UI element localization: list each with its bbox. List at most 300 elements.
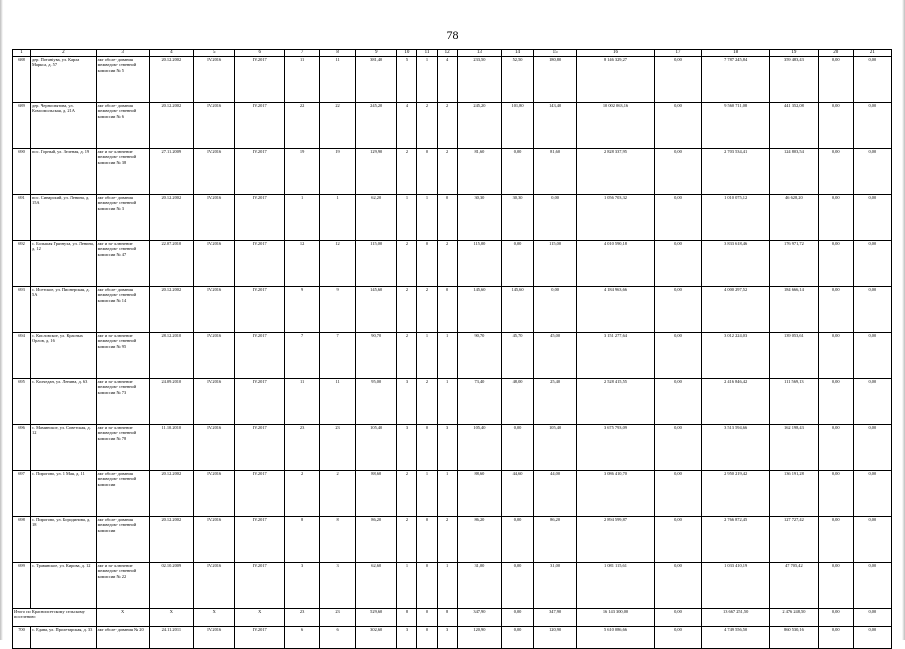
table-cell: 1 033 410,19 <box>702 563 770 609</box>
table-cell: IV.2017 <box>235 517 285 563</box>
table-cell: 20.12.2002 <box>149 103 193 149</box>
table-cell: 860 530,16 <box>770 627 819 649</box>
table-cell: 90,70 <box>457 333 501 379</box>
table-cell: с. Пирогово, ул. Бородинова, д. 18 <box>31 517 97 563</box>
table-row <box>13 333 892 379</box>
column-number-header: 5 <box>194 50 235 57</box>
column-number-header: 4 <box>149 50 193 57</box>
table-cell: 0,00 <box>818 57 853 103</box>
table-cell: 0,00 <box>502 517 534 563</box>
column-number-header: 15 <box>533 50 576 57</box>
table-cell: 45,70 <box>502 333 534 379</box>
table-cell: IV.2016 <box>194 517 235 563</box>
table-cell: 2 <box>397 471 417 517</box>
table-cell: 9 <box>285 287 320 333</box>
table-cell: 0,00 <box>654 425 702 471</box>
table-cell: 6 <box>285 627 320 649</box>
table-cell: 0,00 <box>853 517 891 563</box>
table-cell: 0,00 <box>853 379 891 425</box>
table-cell: 0,00 <box>818 333 853 379</box>
column-number-header: 18 <box>702 50 770 57</box>
table-cell: 3 <box>285 563 320 609</box>
table-cell: 86,20 <box>356 517 397 563</box>
table-cell: акт и за- ключение межведом- ственной комиссии № 73 <box>96 379 149 425</box>
table-cell: 19 <box>285 149 320 195</box>
table-row <box>13 287 892 333</box>
table-cell: 25,40 <box>533 379 576 425</box>
table-cell: 0,00 <box>654 57 702 103</box>
table-cell: 2 <box>437 517 457 563</box>
table-cell: 3 086 410,70 <box>577 471 654 517</box>
table-cell: 62,20 <box>356 195 397 241</box>
table-cell: 0,00 <box>853 425 891 471</box>
table-cell: 62,60 <box>356 563 397 609</box>
column-number-header: 14 <box>502 50 534 57</box>
table-cell: 0,00 <box>853 57 891 103</box>
table-cell: с. Колчедан, ул. Ленина, д. 63 <box>31 379 97 425</box>
table-cell: 0 <box>417 609 437 627</box>
table-cell: 81,60 <box>533 149 576 195</box>
table-cell: 359 483,43 <box>770 57 819 103</box>
table-cell: 23 <box>285 609 320 627</box>
table-cell: 0,00 <box>533 195 576 241</box>
scan-edge-left <box>0 0 3 640</box>
table-cell: 0,00 <box>853 287 891 333</box>
table-cell: 4 749 556,50 <box>702 627 770 649</box>
table-cell: акт обсле- дования межведом- ственной комиссии № 14 <box>96 287 149 333</box>
table-cell: IV.2017 <box>235 379 285 425</box>
table-cell: 24.11.2011 <box>149 627 193 649</box>
column-number-header: 7 <box>285 50 320 57</box>
table-cell: 81,60 <box>457 149 501 195</box>
table-cell: 1 <box>285 195 320 241</box>
table-cell: 1 <box>417 471 437 517</box>
table-cell: 3 <box>397 627 417 649</box>
table-cell: 0 <box>417 563 437 609</box>
table-row <box>13 57 892 103</box>
table-cell: 2 <box>397 149 417 195</box>
table-cell: 180,80 <box>533 57 576 103</box>
table-cell: IV.2016 <box>194 241 235 287</box>
table-cell: акт обсле- дования межведом- ственной комиссии № 3 <box>96 195 149 241</box>
table-cell: 3 <box>397 379 417 425</box>
table-cell: 0,00 <box>654 517 702 563</box>
column-number-header: 13 <box>457 50 501 57</box>
table-cell: 44,60 <box>502 471 534 517</box>
table-cell: 20.12.2002 <box>149 517 193 563</box>
table-cell: IV.2017 <box>235 333 285 379</box>
table-cell: 2 <box>417 379 437 425</box>
table-cell: 0,00 <box>818 609 853 627</box>
table-cell: 11.10.2010 <box>149 425 193 471</box>
table-cell: 0,00 <box>654 195 702 241</box>
column-number-header: 20 <box>818 50 853 57</box>
column-number-header: 21 <box>853 50 891 57</box>
table-cell: 0,00 <box>818 517 853 563</box>
table-cell: 0 <box>417 425 437 471</box>
table-header <box>13 50 892 57</box>
table-cell: IV.2017 <box>235 241 285 287</box>
table-cell: 691 <box>13 195 31 241</box>
table-cell: IV.2017 <box>235 471 285 517</box>
table-cell: 1 056 703,32 <box>577 195 654 241</box>
table-cell: 9 560 711,08 <box>702 103 770 149</box>
table-cell: пос. Синарский, ул. Ленина, д. 15А <box>31 195 97 241</box>
table-cell: 1 010 075,12 <box>702 195 770 241</box>
table-cell: 4 <box>397 103 417 149</box>
table-cell: 0,00 <box>654 149 702 195</box>
table-cell: 0,00 <box>853 471 891 517</box>
table-cell: 23 <box>285 425 320 471</box>
table-cell: с. Кисловское, ул. Красных Орлов, д. 16 <box>31 333 97 379</box>
table-cell: 0,00 <box>654 563 702 609</box>
table-cell: 0,00 <box>818 103 853 149</box>
table-cell: 44,00 <box>533 471 576 517</box>
table-cell: 441 352,08 <box>770 103 819 149</box>
table-cell: 0,00 <box>818 287 853 333</box>
table-cell: IV.2016 <box>194 563 235 609</box>
page-number: 78 <box>446 28 459 42</box>
table-cell: 120,90 <box>457 627 501 649</box>
table-cell: 0,00 <box>502 241 534 287</box>
table-cell: 73,40 <box>457 379 501 425</box>
table-row <box>13 425 892 471</box>
table-cell: 162 198,43 <box>770 425 819 471</box>
table-cell: 1 <box>417 195 437 241</box>
table-cell: 2 <box>397 333 417 379</box>
table-cell: 31,00 <box>533 563 576 609</box>
table-cell: IV.2017 <box>235 563 285 609</box>
total-row <box>13 609 892 627</box>
table-cell: 31,00 <box>457 563 501 609</box>
table-cell: 11 <box>285 379 320 425</box>
table-cell: 2 528 415,55 <box>577 379 654 425</box>
table-row <box>13 627 892 649</box>
table-cell: 8 <box>397 609 417 627</box>
table-cell: 7 787 245,84 <box>702 57 770 103</box>
table-cell: 105,40 <box>356 425 397 471</box>
table-cell: 5 <box>397 57 417 103</box>
table-cell: 88,60 <box>356 471 397 517</box>
table-cell: X <box>235 609 285 627</box>
table-cell: IV.2016 <box>194 287 235 333</box>
table-cell: 2 476 248,50 <box>770 609 819 627</box>
table-cell: IV.2017 <box>235 57 285 103</box>
table-cell: IV.2016 <box>194 379 235 425</box>
table-cell: 689 <box>13 103 31 149</box>
column-number-header: 11 <box>417 50 437 57</box>
table-cell: 120,90 <box>533 627 576 649</box>
table-cell: 176 971,72 <box>770 241 819 287</box>
table-cell: 1 <box>320 195 356 241</box>
table-cell: акт обсле- дования межведом- ственной комиссии № 6 <box>96 103 149 149</box>
table-cell: 0,00 <box>654 103 702 149</box>
table-cell: 127 727,42 <box>770 517 819 563</box>
table-cell: X <box>96 609 149 627</box>
table-cell: 0,00 <box>502 563 534 609</box>
table-cell: 0 <box>417 149 437 195</box>
table-cell: 693 <box>13 287 31 333</box>
table-cell: 0 <box>417 627 437 649</box>
table-cell: 8 <box>437 609 457 627</box>
table-cell: 24.09.2010 <box>149 379 193 425</box>
table-cell: 0,00 <box>853 627 891 649</box>
register-table <box>12 49 892 649</box>
table-cell: 12 <box>320 241 356 287</box>
table-cell: 1 <box>397 563 417 609</box>
table-cell: 697 <box>13 471 31 517</box>
table-cell: 0,00 <box>533 287 576 333</box>
table-row <box>13 471 892 517</box>
table-cell: 695 <box>13 379 31 425</box>
table-cell: 2 416 846,42 <box>702 379 770 425</box>
table-cell: 115,00 <box>533 241 576 287</box>
table-cell: 9 <box>320 287 356 333</box>
table-cell: 698 <box>13 517 31 563</box>
table-cell: 0,00 <box>818 241 853 287</box>
table-cell: 0 <box>417 241 437 287</box>
table-cell: 23 <box>320 425 356 471</box>
table-cell: IV.2017 <box>235 627 285 649</box>
table-cell: 11 <box>320 57 356 103</box>
table-cell: 245,20 <box>457 103 501 149</box>
table-cell: IV.2017 <box>235 103 285 149</box>
table-cell: 02.10.2009 <box>149 563 193 609</box>
table-cell: 3 <box>397 425 417 471</box>
table-cell: 115,00 <box>356 241 397 287</box>
table-cell: IV.2017 <box>235 149 285 195</box>
table-cell: 46 628,20 <box>770 195 819 241</box>
column-number-header: 12 <box>437 50 457 57</box>
table-cell: 88,60 <box>457 471 501 517</box>
column-number-header: 10 <box>397 50 417 57</box>
table-cell: 3 <box>320 563 356 609</box>
table-cell: акт обсле- дования межведом- ственной комиссии <box>96 517 149 563</box>
table-cell: IV.2016 <box>194 627 235 649</box>
table-cell: 692 <box>13 241 31 287</box>
table-cell: с. Маминское, ул. Советская, д. 12 <box>31 425 97 471</box>
table-cell: 2 <box>285 471 320 517</box>
table-cell: 3 012 224,03 <box>702 333 770 379</box>
table-cell: 28.12.2010 <box>149 333 193 379</box>
table-cell: с. Большая Грязнуха, ул. Ленина, д. 12 <box>31 241 97 287</box>
table-cell: 22 <box>285 103 320 149</box>
table-cell: 381,40 <box>356 57 397 103</box>
table-cell: 45,00 <box>533 333 576 379</box>
table-cell: 52,50 <box>502 57 534 103</box>
table-cell: с. Едава, ул. Пролетарская, д. 33 <box>31 627 97 649</box>
table-cell: 0,00 <box>502 425 534 471</box>
table-cell: 347,90 <box>457 609 501 627</box>
table-cell: 3 833 618,46 <box>702 241 770 287</box>
table-cell: 145,60 <box>356 287 397 333</box>
table-cell: 11 <box>285 57 320 103</box>
table-cell: 2 <box>437 241 457 287</box>
table-cell: IV.2017 <box>235 195 285 241</box>
table-cell: 0,00 <box>502 149 534 195</box>
table-cell: IV.2016 <box>194 57 235 103</box>
table-cell: акт и за- ключение межведом- ственной комиссии № 38 <box>96 149 149 195</box>
table-cell: 233,50 <box>457 57 501 103</box>
table-cell: 3 151 277,64 <box>577 333 654 379</box>
table-cell: 2 <box>437 149 457 195</box>
table-cell: 0,00 <box>853 563 891 609</box>
table-body <box>13 57 892 649</box>
table-cell: 2 <box>417 287 437 333</box>
table-cell: 3 513 594,66 <box>702 425 770 471</box>
column-number-header: 6 <box>235 50 285 57</box>
table-cell: 0,00 <box>502 627 534 649</box>
table-cell: 7 <box>285 333 320 379</box>
table-cell: 101,80 <box>502 103 534 149</box>
table-cell: 0,00 <box>853 195 891 241</box>
table-cell: 30,30 <box>502 195 534 241</box>
table-cell: 86,20 <box>457 517 501 563</box>
table-cell: IV.2016 <box>194 195 235 241</box>
table-cell: 3 675 793,09 <box>577 425 654 471</box>
table-cell: 145,60 <box>457 287 501 333</box>
table-row <box>13 241 892 287</box>
table-cell: акт обсле- дования межведом- ственной комиссии <box>96 471 149 517</box>
table-cell: IV.2016 <box>194 425 235 471</box>
column-number-header: 19 <box>770 50 819 57</box>
table-cell: 19 <box>320 149 356 195</box>
table-cell: 5 610 086,66 <box>577 627 654 649</box>
table-cell: с. Исетское, ул. Пионерская, д. 5А <box>31 287 97 333</box>
table-cell: 2 950 219,42 <box>702 471 770 517</box>
table-cell: акт и за- ключение межведом- ственной комиссии № 47 <box>96 241 149 287</box>
column-number-header: 8 <box>320 50 356 57</box>
table-cell: 699 <box>13 563 31 609</box>
table-cell: 2 <box>397 517 417 563</box>
table-cell: 8 <box>285 517 320 563</box>
table-cell: акт обсле- дования № 20 <box>96 627 149 649</box>
table-cell: 0,00 <box>654 333 702 379</box>
table-cell: 0 <box>417 517 437 563</box>
table-cell: 2 <box>417 103 437 149</box>
table-cell: 245,20 <box>356 103 397 149</box>
table-cell: 13 667 251,50 <box>702 609 770 627</box>
table-cell: 20.12.2002 <box>149 287 193 333</box>
table-cell: акт и за- ключение межведом- ственной комиссии № 78 <box>96 425 149 471</box>
table-cell: 696 <box>13 425 31 471</box>
table-row <box>13 149 892 195</box>
table-cell: 95,00 <box>356 379 397 425</box>
table-cell: дер. Черносвятова, ул. Комсомольская, д. 21А <box>31 103 97 149</box>
table-cell: 0,00 <box>818 563 853 609</box>
table-cell: IV.2016 <box>194 333 235 379</box>
table-cell: 0,00 <box>654 609 702 627</box>
table-cell: 184 666,14 <box>770 287 819 333</box>
table-cell: 86,20 <box>533 517 576 563</box>
table-cell: 0,00 <box>818 195 853 241</box>
table-row <box>13 103 892 149</box>
table-cell: 20.12.2002 <box>149 195 193 241</box>
table-row <box>13 379 892 425</box>
table-cell: акт обсле- дования межведом- ственной комиссии № 5 <box>96 57 149 103</box>
column-number-header: 1 <box>13 50 31 57</box>
table-cell: акт и за- ключение межведом- ственной комиссии № 95 <box>96 333 149 379</box>
table-cell: 0,00 <box>654 627 702 649</box>
table-cell: 1 <box>397 195 417 241</box>
table-cell: 10 002 063,16 <box>577 103 654 149</box>
table-cell: 11 <box>320 379 356 425</box>
table-cell: 0,00 <box>853 241 891 287</box>
table-cell: 3 <box>437 627 457 649</box>
table-cell: 8 <box>320 517 356 563</box>
table-cell: 0,00 <box>654 241 702 287</box>
column-number-header: 3 <box>96 50 149 57</box>
table-cell: 30,30 <box>457 195 501 241</box>
table-cell: 1 <box>417 57 437 103</box>
table-row <box>13 195 892 241</box>
table-cell: 136 191,28 <box>770 471 819 517</box>
table-cell: 0,00 <box>654 287 702 333</box>
table-cell: 0,00 <box>654 471 702 517</box>
table-cell: 0,00 <box>853 103 891 149</box>
table-cell: 688 <box>13 57 31 103</box>
table-cell: 529,60 <box>356 609 397 627</box>
table-cell: 0,00 <box>818 149 853 195</box>
table-cell: 143,40 <box>533 103 576 149</box>
table-cell: 4 000 297,52 <box>702 287 770 333</box>
table-cell: 0,00 <box>654 379 702 425</box>
table-cell: 0,00 <box>853 333 891 379</box>
table-cell: 47 705,42 <box>770 563 819 609</box>
table-cell: 20.12.2002 <box>149 471 193 517</box>
table-cell: пос. Горный, ул. Зеленая, д. 19 <box>31 149 97 195</box>
table-cell: 0,00 <box>853 609 891 627</box>
table-cell: 302,60 <box>356 627 397 649</box>
table-cell: X <box>194 609 235 627</box>
table-cell: IV.2016 <box>194 149 235 195</box>
table-cell: 4 010 590,18 <box>577 241 654 287</box>
table-cell: 2 <box>437 103 457 149</box>
table-cell: акт и за- ключение межведом- ственной комиссии № 22 <box>96 563 149 609</box>
table-cell: 90,70 <box>356 333 397 379</box>
table-cell: 2 828 337,95 <box>577 149 654 195</box>
table-cell: 145,60 <box>502 287 534 333</box>
table-cell: 111 569,13 <box>770 379 819 425</box>
table-cell: 23 <box>320 609 356 627</box>
table-cell: 22.07.2010 <box>149 241 193 287</box>
table-cell: 7 <box>320 333 356 379</box>
table-cell: 694 <box>13 333 31 379</box>
table-cell: 690 <box>13 149 31 195</box>
table-cell: 48,00 <box>502 379 534 425</box>
table-cell: 124 803,54 <box>770 149 819 195</box>
table-cell: 347,90 <box>533 609 576 627</box>
table-cell: 1 <box>437 333 457 379</box>
table-cell: 0,00 <box>818 627 853 649</box>
table-cell: дер. Потаніува, ул. Карла Маркса, д. 57 <box>31 57 97 103</box>
table-row <box>13 517 892 563</box>
table-cell: 2 <box>320 471 356 517</box>
table-cell: 115,00 <box>457 241 501 287</box>
table-cell: 105,40 <box>457 425 501 471</box>
table-cell: 0 <box>437 287 457 333</box>
table-cell: 2 <box>397 241 417 287</box>
table-cell: 20.12.2002 <box>149 57 193 103</box>
table-cell: 1 081 115,61 <box>577 563 654 609</box>
table-cell: 0 <box>437 195 457 241</box>
table-cell: 1 <box>437 379 457 425</box>
table-cell: 27.11.2009 <box>149 149 193 195</box>
table-cell: 0,00 <box>818 379 853 425</box>
table-cell: 22 <box>320 103 356 149</box>
table-cell: 0,00 <box>853 149 891 195</box>
table-cell: X <box>149 609 193 627</box>
